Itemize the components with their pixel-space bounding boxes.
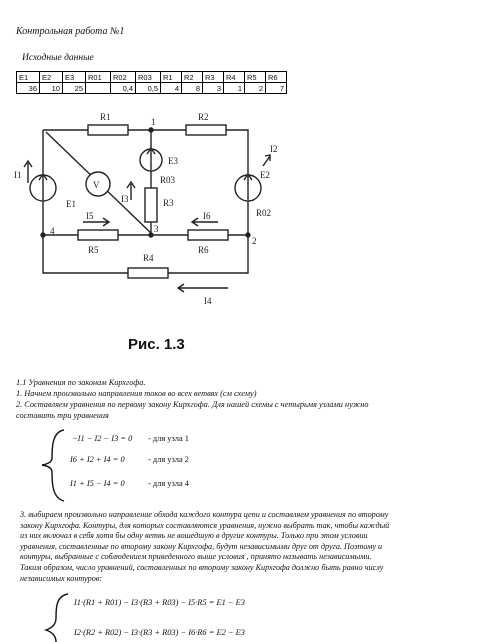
resistor-r6	[188, 230, 228, 240]
node-3-dot	[149, 233, 153, 237]
label-r03: R03	[160, 175, 176, 185]
node-1-dot	[149, 128, 153, 132]
table-header-cell: R6	[266, 72, 287, 83]
step-2-text: 2. Составляем уравнения по первому закону Кирхгофа. Для нашей схемы с четырьмя узлами нужно	[16, 400, 369, 409]
label-r6: R6	[198, 245, 209, 255]
step-1-text: 1. Начнем произвольно направления токов во всех ветвях (см схему)	[16, 389, 257, 398]
table-value-cell	[86, 83, 111, 94]
step-2-text-cont: составить три уравнения	[16, 411, 109, 420]
table-header-cell: R4	[224, 72, 245, 83]
label-r2: R2	[198, 112, 209, 122]
table-header-cell: R2	[182, 72, 203, 83]
table-value-cell: 7	[266, 83, 287, 94]
table-header-row	[17, 72, 287, 83]
table-value-cell: 4	[161, 83, 182, 94]
label-node-1: 1	[151, 117, 156, 127]
kcl-equation-3: I1 + I5 − I4 = 0	[70, 479, 125, 488]
figure-caption: Рис. 1.3	[128, 336, 185, 353]
label-node-4: 4	[50, 226, 55, 236]
label-i3: I3	[121, 194, 129, 204]
kcl-equation-1: −I1 − I2 − I3 = 0	[72, 434, 133, 443]
node-4-dot	[41, 233, 45, 237]
source-data-table	[16, 71, 287, 94]
table-value-cell: 3	[203, 83, 224, 94]
current-i2-arrow-icon	[263, 155, 270, 166]
resistor-r4	[128, 268, 168, 278]
table-value-cell: 36	[17, 83, 40, 94]
table-value-cell: 2	[245, 83, 266, 94]
table-header-cell: R1	[161, 72, 182, 83]
resistor-r1	[88, 125, 128, 135]
circuit-diagram	[8, 108, 298, 358]
current-i1-arrow-icon	[24, 161, 32, 183]
label-r4: R4	[143, 253, 154, 263]
step-3-line: независимых контуров:	[20, 573, 103, 583]
resistor-r5	[78, 230, 118, 240]
kcl-note-2: - для узла 2	[148, 455, 189, 464]
table-value-cell: 0,4	[111, 83, 136, 94]
table-value-cell: 8	[182, 83, 203, 94]
kcl-equation-2: I6 + I2 + I4 = 0	[70, 455, 125, 464]
step-3-line: контуры, выбранные с соблюдением приведенного выше условия , принято называть независимыми.	[20, 552, 372, 562]
label-r5: R5	[88, 245, 99, 255]
kcl-note-3: - для узла 4	[148, 479, 189, 488]
table-value-cell: 10	[40, 83, 63, 94]
label-i1: I1	[14, 170, 22, 180]
step-3-paragraph	[20, 510, 482, 584]
table-value-row	[17, 83, 287, 94]
table-header-cell: R5	[245, 72, 266, 83]
equation-brace	[34, 428, 74, 503]
label-r3: R3	[163, 198, 174, 208]
step-3-line: из них включал в себя хотя бы одну ветвь не вошедшую в другие контуры. Только при этом условии	[20, 531, 368, 541]
equation-brace	[38, 592, 78, 642]
step-3-line: уравнения, составленные по второму закону Кирхгофа, будут независимыми друг от друга. Поэтому и	[20, 541, 383, 551]
step-3-line: Таким образом, число уравнений, составленных по второму закону Кирхгофа должно быть равно числу	[20, 562, 384, 572]
label-r02: R02	[256, 208, 272, 218]
label-node-3: 3	[154, 224, 159, 234]
table-header-cell: R3	[203, 72, 224, 83]
table-value-cell: 0,5	[136, 83, 161, 94]
kvl-equation-2: I2·(R2 + R02) − I3·(R3 + R03) − I6·R6 = E2 − E3	[74, 628, 245, 637]
table-header-cell: R02	[111, 72, 136, 83]
resistor-r3	[145, 188, 157, 222]
table-value-cell: 25	[63, 83, 86, 94]
label-e3: E3	[168, 156, 178, 166]
resistor-r2	[186, 125, 226, 135]
table-header-cell: E2	[40, 72, 63, 83]
label-node-2: 2	[252, 236, 257, 246]
table-header-cell: R03	[136, 72, 161, 83]
table-header-cell: E3	[63, 72, 86, 83]
table-value-cell: 1	[224, 83, 245, 94]
label-e2: E2	[260, 170, 270, 180]
current-i4-arrow-icon	[178, 284, 228, 292]
document-subtitle: Исходные данные	[22, 53, 94, 63]
label-i6: I6	[203, 211, 211, 221]
table-header-cell: R01	[86, 72, 111, 83]
label-i2: I2	[270, 144, 278, 154]
table-header-cell: E1	[17, 72, 40, 83]
node-2-dot	[246, 233, 250, 237]
label-i4: I4	[204, 296, 212, 306]
kcl-note-1: - для узла 1	[148, 434, 189, 443]
kvl-equation-1: I1·(R1 + R01) − I3·(R3 + R03) − I5·R5 = E1 − E3	[74, 598, 245, 607]
step-3-line: 3. выбираем произвольно направление обхода каждого контура цепи и составляем уравнения по второму	[20, 510, 389, 519]
label-r1: R1	[100, 112, 111, 122]
label-e1: E1	[66, 199, 76, 209]
document-title: Контрольная работа №1	[16, 26, 125, 37]
step-3-line: закону Кирхгофа. Контуры, для которых составляются уравнения, нужно выбрать так, чтобы каждый	[20, 520, 390, 530]
section-title: 1.1 Уравнения по законам Кирхгофа.	[16, 378, 146, 387]
label-i5: I5	[86, 211, 94, 221]
label-voltmeter: V	[93, 180, 100, 190]
